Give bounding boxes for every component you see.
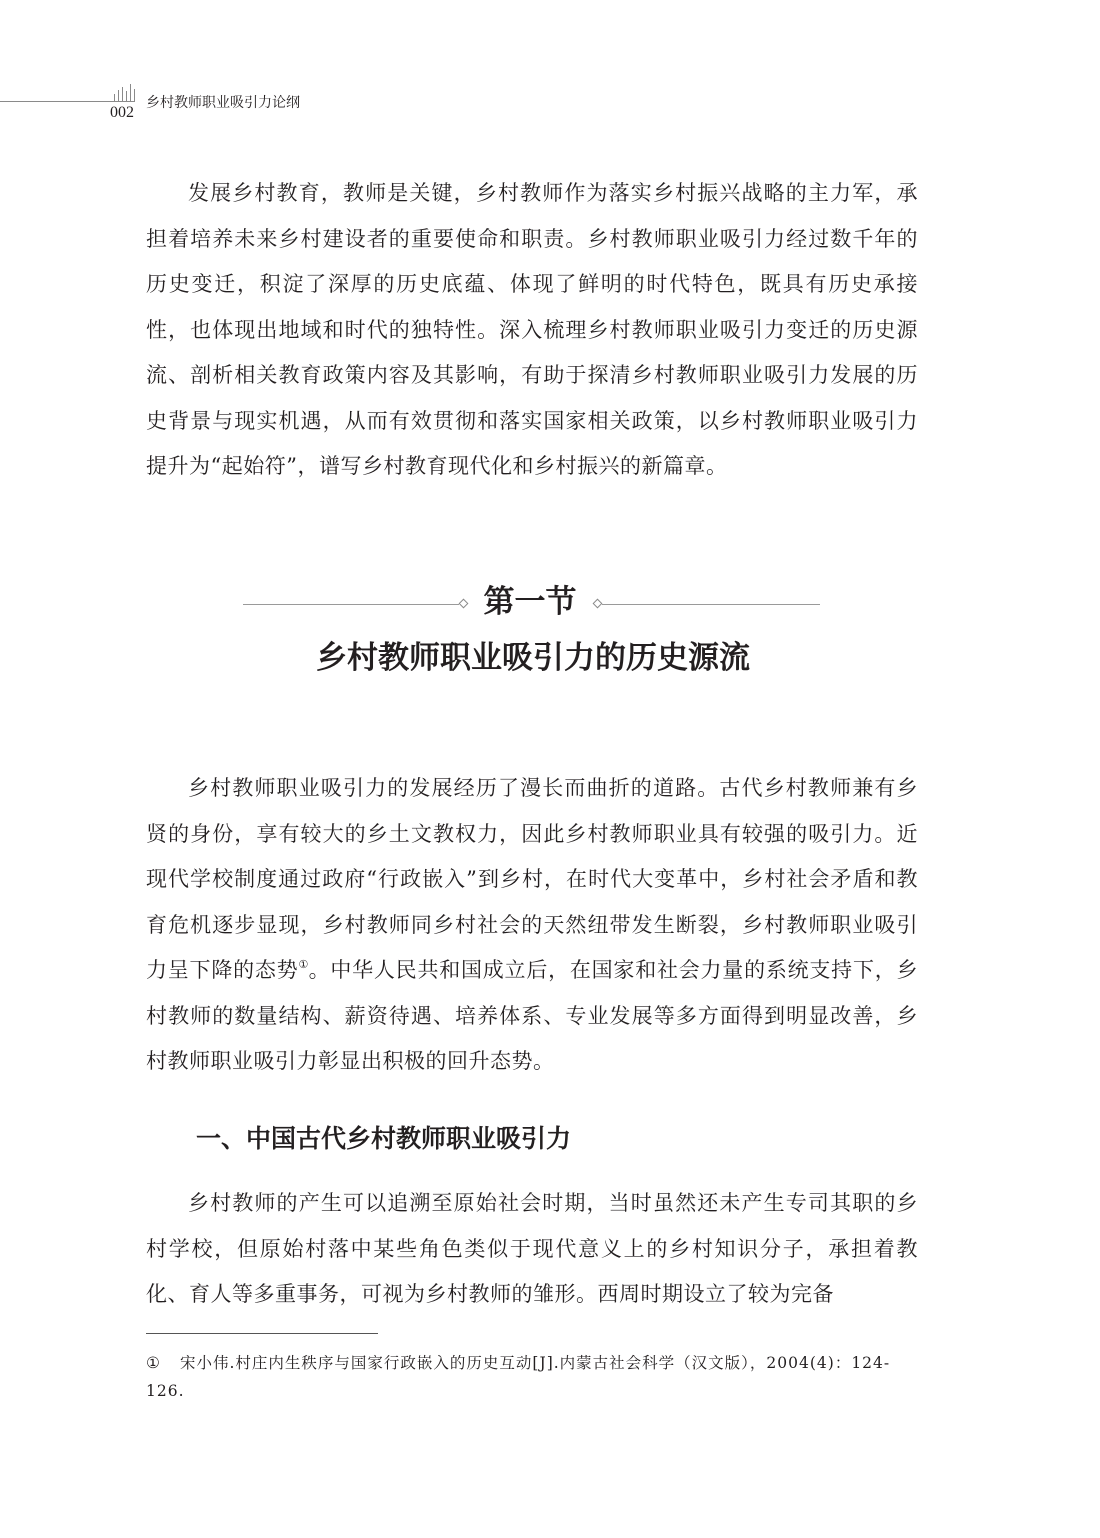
header-rule <box>0 101 135 102</box>
footnote-text: 宋小伟.村庄内生秩序与国家行政嵌入的历史互动[J].内蒙古社会科学（汉文版），2004(4)：124-126. <box>146 1354 891 1400</box>
intro-paragraph: 发展乡村教育，教师是关键，乡村教师作为落实乡村振兴战略的主力军，承担着培养未来乡村建设者的重要使命和职责。乡村教师职业吸引力经过数千年的历史变迁，积淀了深厚的历史底蕴、体现了鲜明的时代特色，既具有历史承接性，也体现出地域和时代的独特性。深入梳理乡村教师职业吸引力变迁的历史源流、剖析相关教育政策内容及其影响，有助于探清乡村教师职业吸引力发展的历史背景与现实机遇，从而有效贯彻和落实国家相关政策，以乡村教师职业吸引力提升为“起始符”，谱写乡村教育现代化和乡村振兴的新篇章。 <box>146 181 918 478</box>
footnote-marker: ① <box>146 1354 161 1372</box>
ancient-paragraph: 乡村教师的产生可以追溯至原始社会时期，当时虽然还未产生专司其职的乡村学校，但原始村落中某些角色类似于现代意义上的乡村知识分子，承担着教化、育人等多重事务，可视为乡村教师的雏形。西周时期设立了较为完备 <box>146 1191 918 1306</box>
section-label: 第一节 <box>483 584 577 620</box>
overview-paragraph <box>146 766 918 1085</box>
section-rule-right <box>602 604 820 605</box>
section-title: 乡村教师职业吸引力的历史源流 <box>316 640 750 676</box>
footnote <box>146 1349 918 1405</box>
section-rule-left <box>243 604 459 605</box>
header-bars-icon <box>113 83 137 101</box>
overview-text-part2: 。中华人民共和国成立后，在国家和社会力量的系统支持下，乡村教师的数量结构、薪资待遇、培养体系、专业发展等多方面得到明显改善，乡村教师职业吸引力彰显出积极的回升态势。 <box>146 958 919 1073</box>
section-diamond-right-icon <box>593 599 603 609</box>
page-number: 002 <box>110 104 134 121</box>
footnote-reference[interactable]: ① <box>298 958 309 971</box>
subheading: 一、中国古代乡村教师职业吸引力 <box>196 1124 572 1153</box>
footnote-rule <box>146 1333 378 1334</box>
overview-text-part1: 乡村教师职业吸引力的发展经历了漫长而曲折的道路。古代乡村教师兼有乡贤的身份，享有较大的乡土文教权力，因此乡村教师职业具有较强的吸引力。近现代学校制度通过政府“行政嵌入”到乡村，在时代大变革中，乡村社会矛盾和教育危机逐步显现，乡村教师同乡村社会的天然纽带发生断裂，乡村教师职业吸引力呈下降的态势 <box>146 776 918 982</box>
section-diamond-left-icon <box>459 599 469 609</box>
running-title: 乡村教师职业吸引力论纲 <box>146 95 300 111</box>
